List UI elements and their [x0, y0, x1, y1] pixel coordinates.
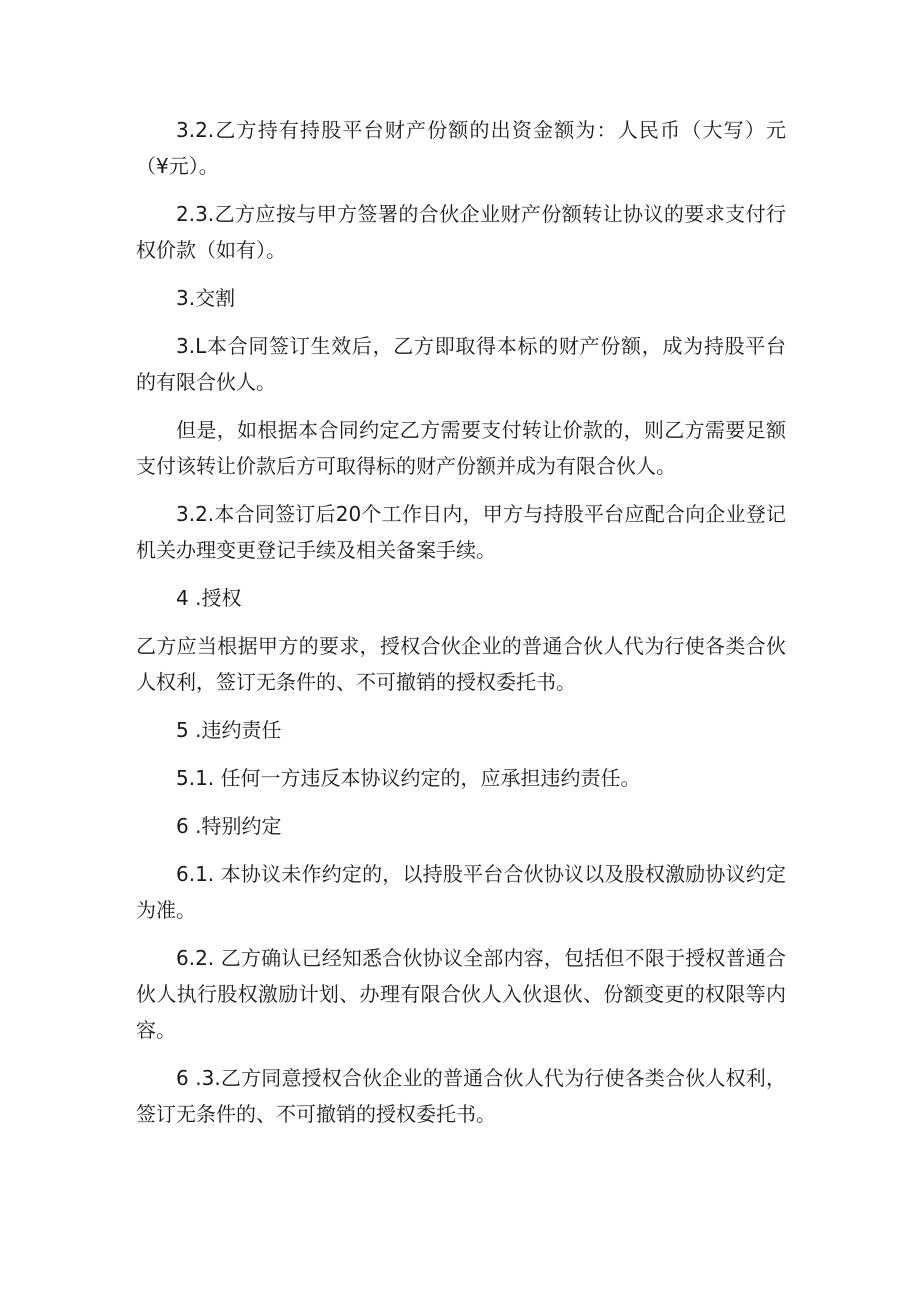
clause-6-2-acknowledgement: 6.2. 乙方确认已经知悉合伙协议全部内容，包括但不限于授权普通合伙人执行股权激励计划、办理有限合伙人入伙退伙、份额变更的权限等内容。 — [136, 946, 786, 1042]
clause-3-2-capital-amount: 3.2.乙方持有持股平台财产份额的出资金额为：人民币（大写）元（¥元）。 — [136, 118, 786, 178]
document-body — [136, 112, 786, 1144]
section-heading-delivery: 3.交割 — [176, 286, 236, 310]
section-heading-special: 6 .特别约定 — [176, 814, 282, 838]
clause-2-3-exercise-payment: 2.3.乙方应按与甲方签署的合伙企业财产份额转让协议的要求支付行权价款（如有）。 — [136, 202, 786, 262]
clause-6-3-consent: 6 .3.乙方同意授权合伙企业的普通合伙人代为行使各类合伙人权利，签订无条件的、不可撤销的授权委托书。 — [136, 1066, 786, 1126]
clause-6-1-special: 6.1. 本协议未作约定的，以持股平台合伙协议以及股权激励协议约定为准。 — [136, 862, 786, 922]
section-heading-authorization: 4 .授权 — [176, 586, 242, 610]
clause-3-1-proviso: 但是，如根据本合同约定乙方需要支付转让价款的，则乙方需要足额支付该转让价款后方可取得标的财产份额并成为有限合伙人。 — [136, 418, 786, 478]
clause-3-2-registration: 3.2.本合同签订后20个工作日内，甲方与持股平台应配合向企业登记机关办理变更登记手续及相关备案手续。 — [136, 502, 786, 562]
clause-5-1-liability: 5.1. 任何一方违反本协议约定的，应承担违约责任。 — [176, 766, 641, 790]
clause-4-authorization: 乙方应当根据甲方的要求，授权合伙企业的普通合伙人代为行使各类合伙人权利，签订无条件的、不可撤销的授权委托书。 — [136, 634, 786, 694]
section-heading-liability: 5 .违约责任 — [176, 718, 282, 742]
clause-3-1-effective: 3.L本合同签订生效后，乙方即取得本标的财产份额，成为持股平台的有限合伙人。 — [136, 334, 786, 394]
